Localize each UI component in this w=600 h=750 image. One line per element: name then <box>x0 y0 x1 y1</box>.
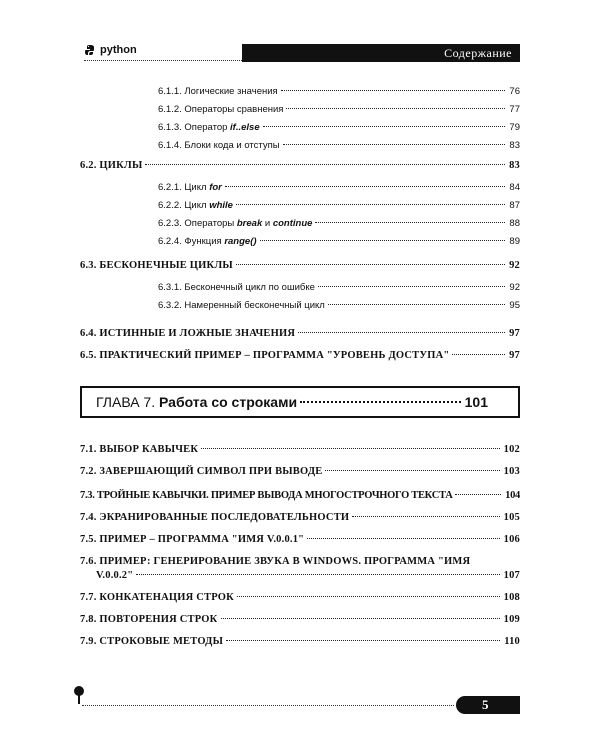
chapter-prefix: ГЛАВА 7. <box>96 394 159 410</box>
toc-section-6-3[interactable] <box>80 260 520 271</box>
label-keyword: range() <box>224 236 257 247</box>
leader-dots <box>260 240 506 241</box>
toc-section-page: 97 <box>509 328 520 339</box>
leader-dots <box>225 186 506 187</box>
leader-dots <box>452 354 505 355</box>
toc-section-7-9[interactable] <box>80 636 520 647</box>
header-divider <box>84 60 254 61</box>
toc-section-label: 6.2. ЦИКЛЫ <box>80 160 143 171</box>
toc-section-page: 105 <box>503 512 520 523</box>
toc-section-label: 6.4. ИСТИННЫЕ И ЛОЖНЫЕ ЗНАЧЕНИЯ <box>80 328 296 339</box>
toc-section-page: 97 <box>509 350 520 361</box>
leader-dots <box>328 304 506 305</box>
label-keyword: while <box>209 200 233 211</box>
toc-section-label: 7.4. ЭКРАНИРОВАННЫЕ ПОСЛЕДОВАТЕЛЬНОСТИ <box>80 512 350 523</box>
toc-entry-page: 89 <box>509 236 520 247</box>
page-number: 5 <box>482 697 489 712</box>
leader-dots <box>236 264 505 265</box>
toc-entry-6-2-2[interactable] <box>158 200 520 211</box>
toc-entry-label: 6.3.2. Намеренный бесконечный цикл <box>158 300 325 311</box>
toc-section-page: 83 <box>509 160 520 171</box>
footer-divider <box>82 705 454 706</box>
toc-section-7-1[interactable] <box>80 444 520 455</box>
toc-entry-6-2-3[interactable] <box>158 218 520 229</box>
toc-entry-page: 84 <box>509 182 520 193</box>
leader-dots <box>237 596 500 597</box>
leader-dots <box>325 470 499 471</box>
toc-section-label: 6.5. ПРАКТИЧЕСКИЙ ПРИМЕР – ПРОГРАММА "УРОВЕНЬ ДОСТУПА" <box>80 350 450 361</box>
chapter-label <box>96 394 298 410</box>
chapter-page: 101 <box>464 394 488 410</box>
toc-section-page: 103 <box>503 466 520 477</box>
toc-entry-page: 83 <box>509 140 520 151</box>
toc-entry-6-2-1[interactable] <box>158 182 520 193</box>
label-text: 6.1.3. Оператор <box>158 122 231 133</box>
chapter-title: Работа со строками <box>159 394 298 410</box>
toc-section-label: 7.5. ПРИМЕР – ПРОГРАММА "ИМЯ V.0.0.1" <box>80 534 305 545</box>
label-keyword: for <box>209 182 222 193</box>
header-chapter-label: Содержание <box>444 46 512 60</box>
header-chapter-bar <box>242 44 520 62</box>
toc-section-page: 110 <box>504 636 520 647</box>
toc-entry-6-1-3[interactable] <box>158 122 520 133</box>
toc-section-6-4[interactable] <box>80 328 520 339</box>
leader-dots <box>263 126 506 127</box>
toc-section-label: 7.7. КОНКАТЕНАЦИЯ СТРОК <box>80 592 234 603</box>
toc-section-page: 107 <box>503 570 520 581</box>
leader-dots <box>318 286 506 287</box>
toc-entry-label <box>158 122 261 133</box>
leader-dots <box>298 332 505 333</box>
toc-section-7-2[interactable] <box>80 466 520 477</box>
toc-section-7-4[interactable] <box>80 512 520 523</box>
toc-section-label: 7.8. ПОВТОРЕНИЯ СТРОК <box>80 614 218 625</box>
leader-dots <box>236 204 505 205</box>
leader-dots <box>286 108 505 109</box>
toc-section-page: 106 <box>503 534 520 545</box>
python-logo <box>84 44 137 56</box>
toc-entry-page: 92 <box>509 282 520 293</box>
toc-section-label: 7.9. СТРОКОВЫЕ МЕТОДЫ <box>80 636 224 647</box>
toc-entry-label <box>158 218 313 229</box>
toc-entry-6-1-2[interactable] <box>158 104 520 115</box>
toc-entry-page: 88 <box>509 218 520 229</box>
toc-entry-label: 6.3.1. Бесконечный цикл по ошибке <box>158 282 315 293</box>
label-keyword: continue <box>272 218 313 229</box>
leader-dots <box>226 640 500 641</box>
label-text: 6.2.1. Цикл <box>158 182 210 193</box>
toc-section-7-8[interactable] <box>80 614 520 625</box>
toc-entry-page: 87 <box>509 200 520 211</box>
toc-section-7-7[interactable] <box>80 592 520 603</box>
toc-section-page: 92 <box>509 260 520 271</box>
leader-dots <box>281 90 506 91</box>
leader-dots <box>455 494 501 495</box>
toc-entry-6-3-2[interactable] <box>158 300 520 311</box>
toc-section-6-5[interactable] <box>80 350 520 361</box>
toc-section-page: 102 <box>503 444 520 455</box>
label-text: 6.2.3. Операторы <box>158 218 237 229</box>
toc-entry-6-2-4[interactable] <box>158 236 520 247</box>
toc-section-page: 108 <box>503 592 520 603</box>
python-logo-text: python <box>100 44 137 56</box>
leader-dots <box>221 618 500 619</box>
python-logo-icon <box>84 44 96 56</box>
toc-entry-label <box>158 200 234 211</box>
toc-section-page: 104 <box>505 490 520 501</box>
toc-entry-label: 6.1.4. Блоки кода и отступы <box>158 140 280 151</box>
toc-entry-page: 77 <box>509 104 520 115</box>
leader-dots <box>315 222 505 223</box>
leader-dots <box>300 401 461 403</box>
toc-entry-6-1-1[interactable] <box>158 86 520 97</box>
label-text: и <box>262 218 273 229</box>
chapter-7-heading[interactable] <box>80 386 520 418</box>
toc-entry-label <box>158 236 258 247</box>
toc-entry-page: 76 <box>509 86 520 97</box>
toc-section-7-3[interactable] <box>80 490 520 501</box>
toc-section-7-6-line2[interactable] <box>96 570 520 581</box>
toc-section-label: 7.6. ПРИМЕР: ГЕНЕРИРОВАНИЕ ЗВУКА В WINDOWS. ПРОГРАММА "ИМЯ <box>80 556 471 567</box>
leader-dots <box>136 574 499 575</box>
label-text: 6.2.2. Цикл <box>158 200 210 211</box>
page-number-tab <box>456 696 520 714</box>
toc-entry-label: 6.1.2. Операторы сравнения <box>158 104 284 115</box>
leader-dots <box>145 164 505 165</box>
toc-entry-6-3-1[interactable] <box>158 282 520 293</box>
toc-section-label: 6.3. БЕСКОНЕЧНЫЕ ЦИКЛЫ <box>80 260 233 271</box>
toc-section-page: 109 <box>503 614 520 625</box>
toc-entry-page: 79 <box>509 122 520 133</box>
label-text: 6.2.4. Функция <box>158 236 225 247</box>
toc-section-7-6-line1[interactable] <box>80 556 520 567</box>
toc-entry-page: 95 <box>509 300 520 311</box>
toc-section-label: 7.2. ЗАВЕРШАЮЩИЙ СИМВОЛ ПРИ ВЫВОДЕ <box>80 466 323 477</box>
toc-section-label: 7.3. ТРОЙНЫЕ КАВЫЧКИ. ПРИМЕР ВЫВОДА МНОГОСТРОЧНОГО ТЕКСТА <box>80 490 453 501</box>
toc-section-label: 7.1. ВЫБОР КАВЫЧЕК <box>80 444 199 455</box>
toc-entry-label <box>158 182 223 193</box>
label-keyword: break <box>236 218 263 229</box>
toc-entry-6-1-4[interactable] <box>158 140 520 151</box>
leader-dots <box>201 448 499 449</box>
leader-dots <box>352 516 499 517</box>
toc-entry-label: 6.1.1. Логические значения <box>158 86 278 97</box>
label-keyword: if..else <box>230 122 260 133</box>
leader-dots <box>307 538 499 539</box>
toc-section-label-cont: V.0.0.2" <box>96 570 134 581</box>
chapter-7-line <box>96 394 488 410</box>
toc-section-7-5[interactable] <box>80 534 520 545</box>
footer-stem <box>78 694 80 704</box>
toc-section-6-2[interactable] <box>80 160 520 171</box>
leader-dots <box>283 144 506 145</box>
